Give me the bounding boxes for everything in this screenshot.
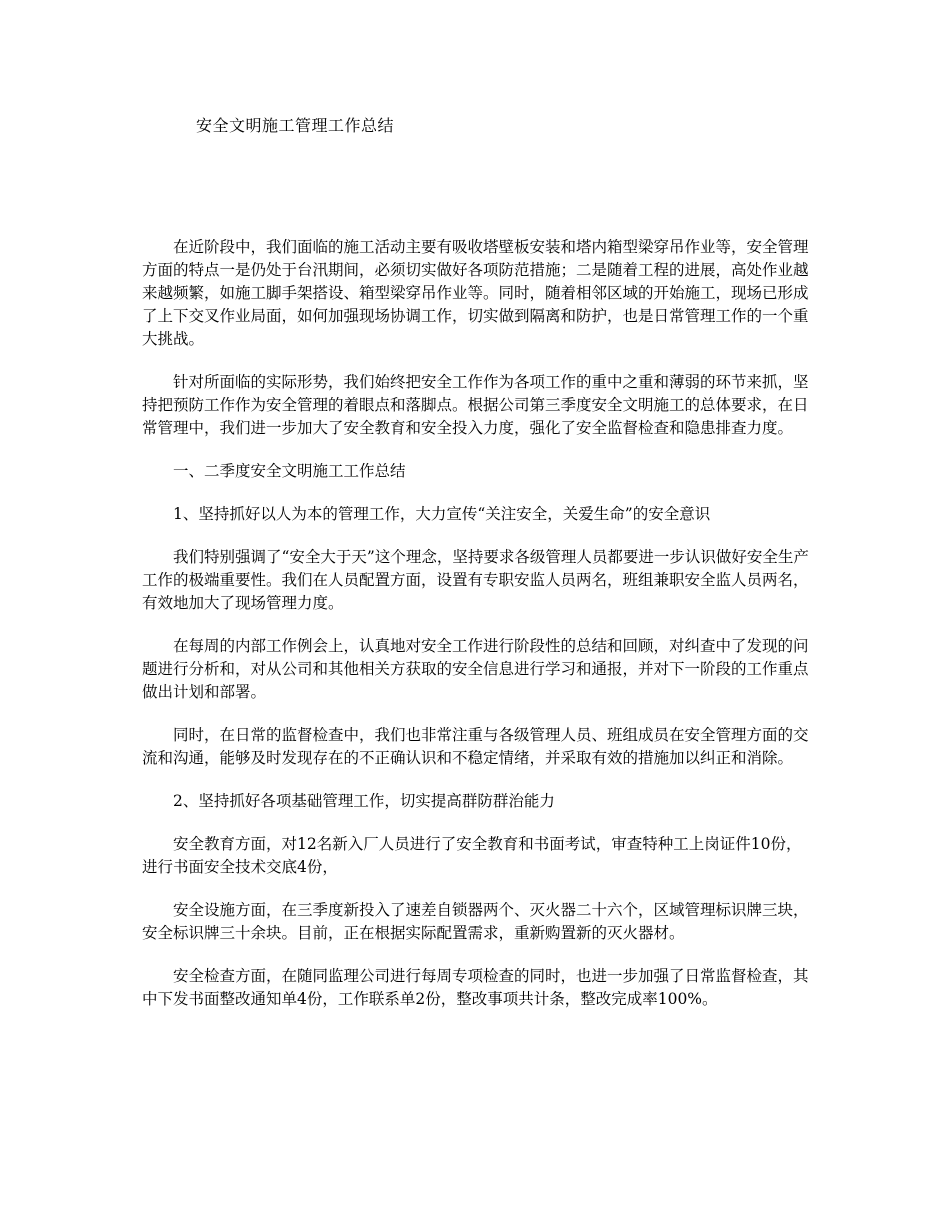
document-title: 安全文明施工管理工作总结 bbox=[196, 116, 395, 135]
subsection-heading-2: 2、坚持抓好各项基础管理工作，切实提高群防群治能力 bbox=[173, 792, 555, 810]
paragraph-safety-inspection: 安全检查方面，在随同监理公司进行每周专项检查的同时，也进一步加强了日常监督检查，其中下发书面整改通知单4份，工作联系单2份，整改事项共计条，整改完成率100%。 bbox=[142, 967, 809, 1008]
paragraph-communication: 同时，在日常的监督检查中，我们也非常注重与各级管理人员、班组成员在安全管理方面的交流和沟通，能够及时发现存在的不正确认识和不稳定情绪，并采取有效的措施加以纠正和消除。 bbox=[142, 726, 809, 767]
document-body bbox=[142, 236, 814, 1031]
paragraph-safety-education: 安全教育方面，对12名新入厂人员进行了安全教育和书面考试，审查特种工上岗证件10份，进行书面安全技术交底4份， bbox=[142, 835, 802, 876]
paragraph-safety-facilities: 安全设施方面，在三季度新投入了速差自锁器两个、灭火器二十六个，区域管理标识牌三块，安全标识牌三十余块。目前，正在根据实际配置需求，重新购置新的灭火器材。 bbox=[142, 901, 809, 942]
subsection-heading-1: 1、坚持抓好以人为本的管理工作，大力宣传“关注安全，关爱生命”的安全意识 bbox=[173, 505, 711, 523]
section-heading-1: 一、二季度安全文明施工工作总结 bbox=[173, 462, 406, 480]
paragraph-safety-concept: 我们特别强调了“安全大于天”这个理念，坚持要求各级管理人员都要进一步认识做好安全生产工作的极端重要性。我们在人员配置方面，设置有专职安监人员两名，班组兼职安全监人员两名，有效地加大了现场管理力度。 bbox=[142, 548, 809, 612]
paragraph-intro: 在近阶段中，我们面临的施工活动主要有吸收塔壁板安装和塔内箱型梁穿吊作业等，安全管理方面的特点一是仍处于台汛期间，必须切实做好各项防范措施；二是随着工程的进展，高处作业越来越频繁，如施工脚手架搭设、箱型梁穿吊作业等。同时，随着相邻区域的开始施工，现场已形成了上下交叉作业局面，如何加强现场协调工作，切实做到隔离和防护，也是日常管理工作的一个重大挑战。 bbox=[142, 238, 809, 348]
paragraph-weekly-meeting: 在每周的内部工作例会上，认真地对安全工作进行阶段性的总结和回顾，对纠查中了发现的问题进行分析和，对从公司和其他相关方获取的安全信息进行学习和通报，并对下一阶段的工作重点做出计划和部署。 bbox=[142, 637, 809, 701]
paragraph-situation: 针对所面临的实际形势，我们始终把安全工作作为各项工作的重中之重和薄弱的环节来抓，坚持把预防工作作为安全管理的着眼点和落脚点。根据公司第三季度安全文明施工的总体要求，在日常管理中，我们进一步加大了安全教育和安全投入力度，强化了安全监督检查和隐患排查力度。 bbox=[142, 373, 809, 437]
